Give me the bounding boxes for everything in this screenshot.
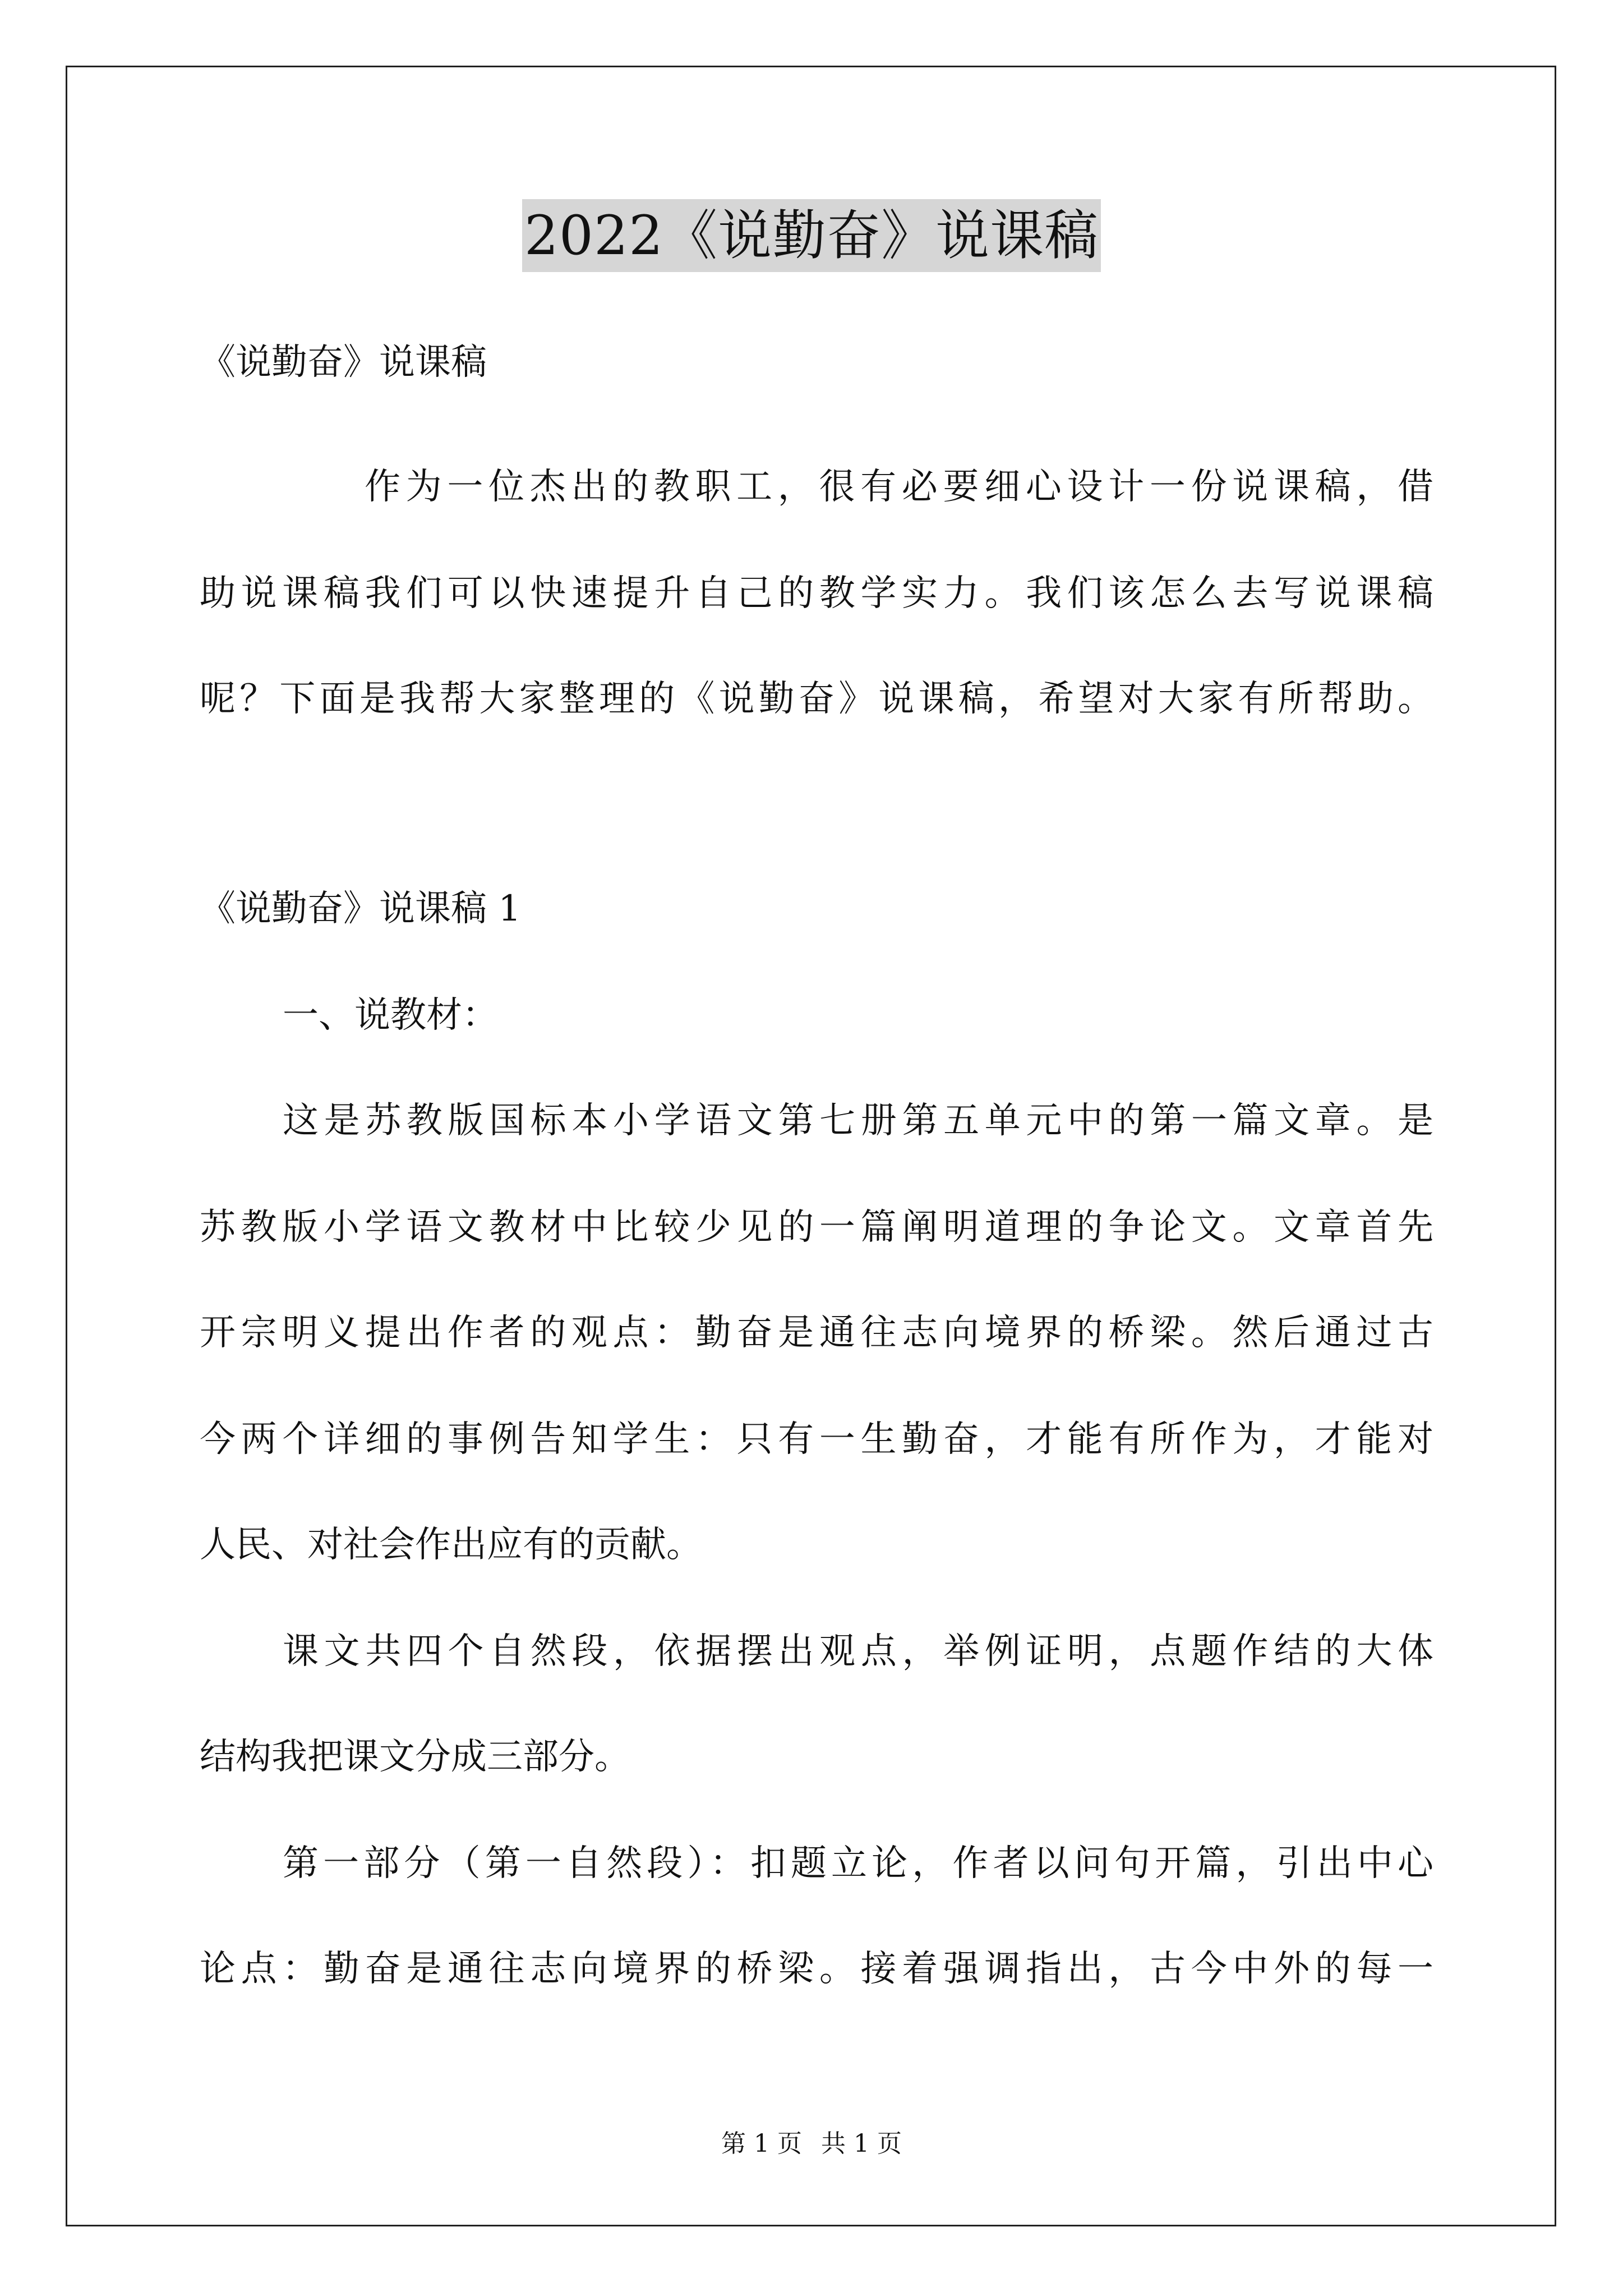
paragraph-line: 论点：勤奋是通往志向境界的桥梁。接着强调指出，古今中外的每一 xyxy=(200,1948,1433,1990)
page-border xyxy=(66,66,1556,2226)
paragraph-line: 课文共四个自然段，依据摆出观点，举例证明，点题作结的大体 xyxy=(283,1631,1433,1672)
page-number: 第 1 页 xyxy=(721,2129,802,2158)
paragraph-line: 结构我把课文分成三部分。 xyxy=(200,1736,630,1778)
paragraph-line: 苏教版小学语文教材中比较少见的一篇阐明道理的争论文。文章首先 xyxy=(200,1207,1433,1248)
paragraph-line: 今两个详细的事例告知学生：只有一生勤奋，才能有所作为，才能对 xyxy=(200,1419,1433,1460)
document-title: 2022《说勤奋》说课稿 xyxy=(522,199,1101,272)
paragraph-line: 呢？下面是我帮大家整理的《说勤奋》说课稿，希望对大家有所帮助。 xyxy=(200,678,1433,720)
section-heading-intro: 《说勤奋》说课稿 xyxy=(200,342,487,383)
title-container xyxy=(0,199,1623,272)
paragraph-line: 助说课稿我们可以快速提升自己的教学实力。我们该怎么去写说课稿 xyxy=(200,573,1433,614)
paragraph-line: 开宗明义提出作者的观点：勤奋是通往志向境界的桥梁。然后通过古 xyxy=(200,1312,1433,1354)
section-heading-1: 《说勤奋》说课稿 1 xyxy=(200,888,522,930)
paragraph-line: 作为一位杰出的教职工，很有必要细心设计一份说课稿，借 xyxy=(365,466,1433,508)
page-footer xyxy=(0,2128,1623,2160)
paragraph-line: 第一部分（第一自然段）：扣题立论，作者以问句开篇，引出中心 xyxy=(283,1843,1433,1884)
paragraph-line: 这是苏教版国标本小学语文第七册第五单元中的第一篇文章。是 xyxy=(283,1100,1433,1142)
page-total: 共 1 页 xyxy=(821,2129,902,2158)
paragraph-line: 人民、对社会作出应有的贡献。 xyxy=(200,1524,702,1566)
subheading-teaching-material: 一、说教材： xyxy=(283,995,498,1036)
